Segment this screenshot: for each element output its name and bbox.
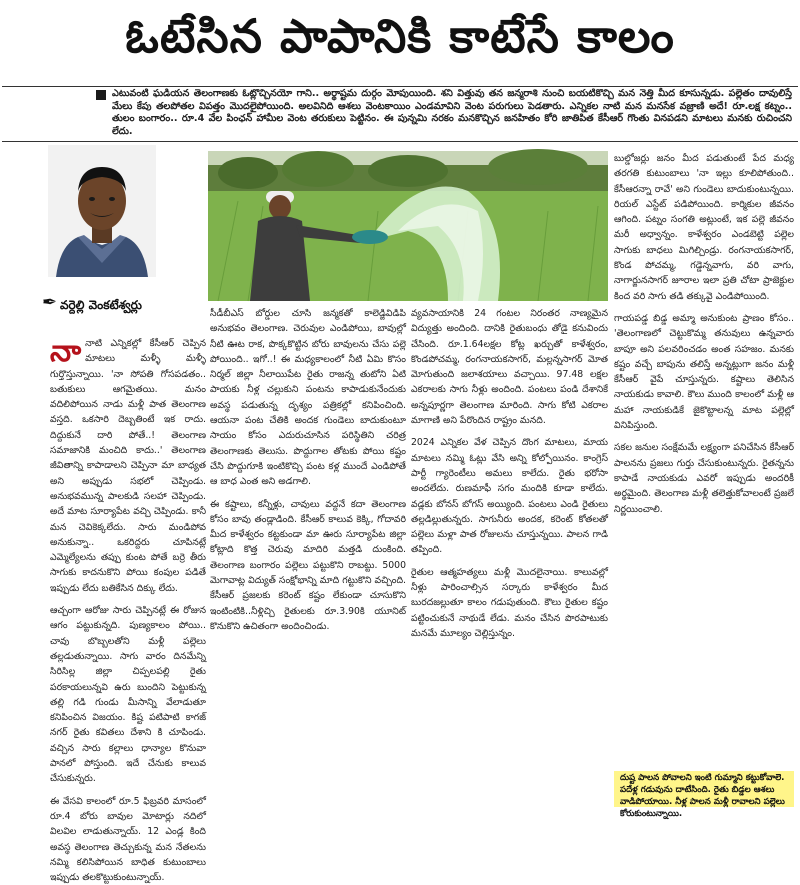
body-paragraph: ఈ వేసవి కాలంలో రూ.5 ఫిబ్రవరి మాసంలో రూ.4 బోరు బావుల మోటార్లు నదిలో విలవిల లాడుతున్నాయ్. 12 ఎండ్ల కింది అవస్థ తెలంగాణ తెచ్చుకున్న మన నేతలను నమ్మి కలిసిపోయిన బాధిత కుటుంబాలు ఇప్పుడు తలకొట్టుకుంటున్నాయ్.: [50, 795, 206, 884]
body-column-3: [411, 306, 608, 806]
body-paragraph: వ్యవసాయానికి 24 గంటల నిరంతర నాణ్యమైన విద్యుత్తు అందింది. దానికి రైతుబంధు తోడై కనువిందు చేసింది. రూ.1.64లక్షల కోట్ల ఖర్చుతో కాళేశ్వరం, కొండపోచమ్మ, రంగనాయకసాగర్, మల్లన్నసాగర్ మోత మోగుతుంది జలాశయాలు వచ్చాయి. 97.48 లక్షల ఎకరాలకు సాగు నీళ్లు అందింది. పంటలు పండి దేశానికే అన్నపూర్ణగా తెలంగాణ మారింది. సాగు కోటి ఎకరాల మాగాణి అని పేరొందిన రాష్ట్రం మనది.: [411, 308, 608, 427]
body-paragraph: ఈ కష్టాలు, కన్నీళ్లు, చావులు వద్దనే కదా తెలంగాణ కోసం బావు తండ్లాడింది. కేసీఆర్ కాలువ కెక్కి, గోదావరి మీద కాళేశ్వరం కట్టకుండా మా ఊరు సూర్యాపేట జిల్లా కోట్లాది కొత్త చెరువు మాదిరి మత్తడి దుంకింది. తెలంగాణ బంగారం పల్లెలు పట్టుకొని రాబట్టు. 5000 మెగావాట్ల విద్యుత్ సంక్షోభాన్ని మాది గట్టుకొని వచ్చింది. కేసీఆర్ ప్రజలకు కరెంట్ కష్టం లేకుండా చూసుకొని ఇంటింటికి..నీళ్లిచ్చి రైతులకు రూ.3.90కి యూనిట్ కొనుకొని ఉచితంగా అందించిండు.: [210, 498, 406, 632]
body-paragraph: నాటి ఎన్నికల్లో కేసీఆర్ చెప్పిన మాటలు మళ్ళీ మళ్ళీ గుర్తొస్తున్నాయి. 'నా సోపతి గోసపడతం.. బతుకులు ఆగమైతయి. మనం వదిలిపోయిన నాడు మళ్లీ పాత తెలంగాణ వస్తది. ఒకసారి దెబ్బతింటే ఇక రాదు. దిద్దుకునే దారి పోతే..! తెలంగాణ సమాజానికి మంచిది కాదు..' తెలంగాణ జీవితాన్ని కాపాడాలని చెప్పినా మా బాధ్యత అని అప్పుడు సభలో చెప్పిండు. అనుభవమున్న పాలకుడి సలహా చెప్పిండు. అదే మాట సూర్యాపేట వచ్చి చెప్పిండు. కానీ మన చెవికెక్కలేదు. సారు మండిపోవ అనుకున్నా.. ఒకరిద్దరు చూపినట్లే ఎమ్మెల్యేలను తప్పు కుంట పోతే బర్రె తీరు సాగుకు కాదనుకొని పోయి కంపుల పడితే ఇప్పుడు లేదు బతికేసిన దిక్కు లేదు.: [50, 338, 206, 594]
farmer-field-photo: [208, 151, 608, 301]
body-paragraph: ఆచ్చంగా ఆరోజు సారు చెప్పినట్లే ఈ రోజున ఆగం పట్టుకున్నది. పుణ్యకాలం పోయి.. చావు బొబ్బలతోని మళ్లీ పల్లెలు తల్లడుతున్నాయి. సాగు వారం దినమేన్ని సిరిసిల్ల జిల్లా చిప్పలపల్లి రైతు పరకాయలున్నవి ఉరు బుందిని పెట్టుకున్న తల్లి గడి గుండు మీసాన్ని వేలాడుతూ కనిపించిన విజయం. కిష్ట పటిపాటి కాగజ్ నగర్ రైతు కవితలు దేశాని కి చూపిండు. వచ్చిన సారు కల్లాలు ధాన్యాల కొనువా పానలో పోస్తుంది. ఇదే చేనుకు కాలువ చేసుకున్నరు.: [50, 605, 206, 785]
lede-rule: [2, 141, 798, 142]
body-column-4: [614, 151, 794, 765]
dropcap: నా: [50, 334, 82, 369]
body-paragraph: సీడీబీఎస్ బోర్డుల చూసి జన్మకతో కాలెడ్జివిడిపి అనుభవం తెలంగాణ. చెరువుల ఎండిపోయి, బావుల్లో నీటి ఊట రాక, పొక్కకొట్టిన బోరు బావులను చేసు పల్లె పోయింది.. ఇగో..! ఈ మధ్యకాలంలో నీటి ఏమి కొసం నిర్మల్ జిల్లా నీలాయిపేట రైతు రాజన్న తుటోని ఏటి పాయకు నీళ్ల చల్లుకుని పంటను కాపాడుకునేందుకు అవస్థ పడుతున్న దృశ్యం పత్రికల్లో కనిపించింది. ఆయనా పంట చేతికి అందక గుండెలు బాదుకుంటూ సాయం కోసం ఎదురుచూసిన పరిస్థితిని చరిత్ర తెలంగాణకు తెలుసు. పొద్దుగాల తోటకు పోయి కష్టం చేసి పొద్దుగూకి ఇంటికొచ్చి పంట కళ్ల ముందే ఎండిపోతే ఆ బాధ ఎంత అని అడగాలి.: [210, 308, 406, 488]
body-paragraph: సకల జనుల సంక్షేమమే లక్ష్యంగా పనిచేసిన కేసీఆర్ పాలనను ప్రజలు గుర్తు చేసుకుంటున్నరు. రైతన్నను కాపాడే నాయకుడు ఎవరో ఇప్పుడు అందరికీ అర్థమైంది. తెలంగాణ మళ్లీ తలెత్తుకోవాలంటే ప్రజలే నిర్ణయించాలి.: [614, 442, 794, 515]
body-paragraph: గాయపడ్డ బిడ్డ అమ్మా అనుకుంట ప్రాణం కోసం.. 'తెలంగాణలో చెట్టుకొమ్మ తనువులు ఉన్నవారు బాపూ అని పలవరించడం అంత సహజం. మనకు కష్టం వచ్చే బాపును తలిస్తే అన్నట్లుగా జనం మళ్లీ కేసీఆర్ వైపే చూస్తున్నరు. కష్టాలు తెలిసిన నాయకుడు కావాలి. కౌలు ముంది కాలంలో మళ్లీ ఆ మహా నాయకుడికే జైకొట్టాలన్న మాట పల్లెల్లో వినిపిస్తుంది.: [614, 312, 794, 432]
body-column-1: [50, 334, 206, 884]
lede-paragraph: ఎటువంటి ఘడియన తెలంగాణకు ఓట్లొచ్చినయో గాని.. అర్థాష్టమ దుర్గం మోపుయింది. శని విత్తువు తన జన్మరాశి నుంచి బయటికొచ్చి మన నెత్తి మీద కూసున్నడు. పల్లెతం దావులిస్తే మేలు కేపు తలపోతల విపత్తం మొదలైపోయింది. అలవినిది ఆశలు వెంటకాయిం ఎండమావిని వెంట పరుగులు పెడతారు. ఎన్నికల నాటి మన మనసేక వజ్రాణి అదే! రూ.లక్ష కట్నం.. తులం బంగారం.. రూ.4 వేల పింఛన్ హామీల వెంట తరుకులు పెట్టినం. ఈ పున్నమి నరకం మనకొచ్చిన జనహితం కోరి జాతిపిత కేసీఆర్ గొంతు వినపడని మాటలు మనకు రుచించని లేదు.: [112, 88, 792, 137]
body-paragraph: బుల్డోజర్లు జనం మీద పడుతుంటే పేద మధ్య తరగతి కుటుంబాలు 'నా ఇల్లు కూలిపోతుంది.. కేసీఆరన్నా రావే' అని గుండెలు బాదుకుంటున్నయి. రియల్ ఎస్టేట్ పడిపోయింది. కార్మికుల జీవనం ఆగింది. పట్నం సంగతి అట్లుంటే, ఇక పల్లె జీవనం మరీ అధ్వాన్నం. కాళేశ్వరం ఎండబెట్టి పల్లెల సాగుకు బాధలు మిగిల్చిండ్రు. రంగనాయకసాగర్, కొండ పోచమ్మ, గడ్డెన్నవాగు, వరి వాగు, నాగార్జునసాగర్ జూరాల ఇలా ప్రతి చోటా ప్రాజెక్టుల కింద వరి సాగు తడి తక్కువై ఎండిపోయింది.: [614, 153, 794, 302]
lede-marker: [96, 90, 106, 100]
body-column-2: [210, 306, 406, 806]
headline: ఓటేసిన పాపానికి కాటేసే కాలం: [125, 9, 675, 63]
author-byline: వర్దెల్లి వెంకటేశ్వర్లు: [60, 298, 142, 312]
headline-rule: [2, 86, 798, 87]
body-paragraph: రైతుల ఆత్మహత్యలు మళ్లీ మొదలైనాయి. కాలువల్లో నీళ్లు పారించాల్సిన సర్కారు కాళేశ్వరం మీద బురదజల్లుతూ కాలం గడుపుతుంది. కౌలు రైతుల కష్టం పట్టించుకునే నాథుడే లేడు. మనం చేసిన పొరపాటుకు మనమే మూల్యం చెల్లిస్తున్నం.: [411, 566, 608, 639]
pen-icon: ✒: [42, 292, 58, 313]
author-photo: [48, 145, 156, 277]
pull-quote: దుష్ట పాలన పోవాలని ఇంటి గుమ్మాని కట్టుకోవాలె. పదేళ్ల గడువును దాటేసింది. రైతు బిడ్డల ఆశలు వాడిపోయాయి. నీళ్ల పాలన మళ్లీ రావాలని పల్లెలు కోరుకుంటున్నాయి.: [614, 771, 794, 807]
body-paragraph: 2024 ఎన్నికల వేళ చెప్పిన దొంగ మాటలు, మాయ మాటలు నమ్మి ఓట్లు వేసి అన్ని కోల్పోయినం. కాంగ్రెస్ పార్టీ గ్యారెంటీలు అమలు కాలేదు. రైతు భరోసా అందలేదు. రుణమాఫీ సగం మందికి కూడా కాలేదు. వడ్లకు బోనస్ బోగస్ అయ్యింది. పంటలు ఎండి రైతులు తల్లడిల్లుతున్నరు. సాగునీరు అందక, కరెంట్ కోతలతో పల్లెలు మళ్లా పాత రోజులను చూస్తున్నయి. పాలన గాడి తప్పింది.: [411, 437, 608, 556]
